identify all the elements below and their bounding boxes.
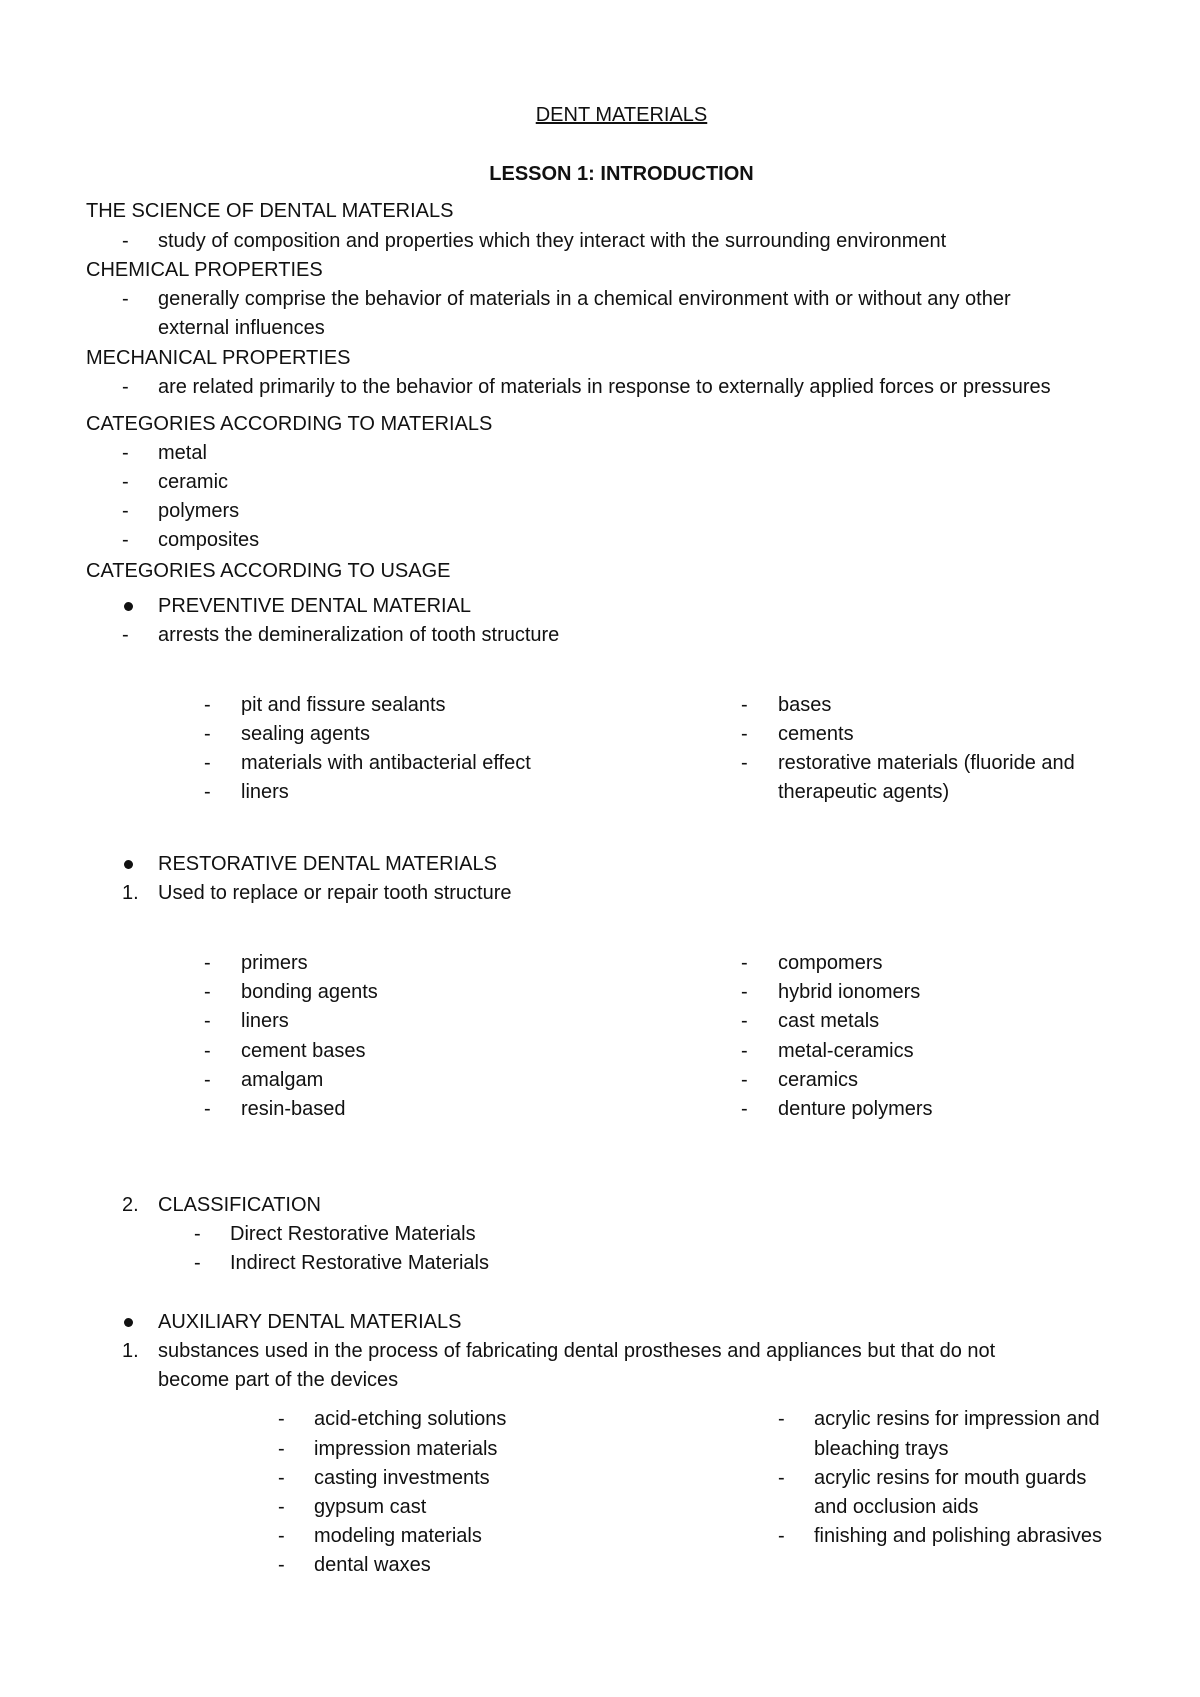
materials-item: polymers bbox=[158, 500, 240, 522]
dash-marker: - bbox=[278, 1525, 285, 1547]
chemical-item-line1: generally comprise the behavior of materials in a chemical environment with or without any other bbox=[158, 288, 1011, 310]
restorative-right-item: metal-ceramics bbox=[778, 1040, 914, 1062]
dash-marker: - bbox=[778, 1408, 785, 1430]
auxiliary-left-item: dental waxes bbox=[314, 1554, 431, 1576]
materials-item: composites bbox=[158, 529, 260, 551]
preventive-right-item: cements bbox=[778, 723, 854, 745]
dash-marker: - bbox=[741, 1010, 748, 1032]
document-title: DENT MATERIALS bbox=[535, 104, 708, 126]
dash-marker: - bbox=[204, 781, 211, 803]
dash-marker: - bbox=[278, 1467, 285, 1489]
restorative-desc: Used to replace or repair tooth structure bbox=[158, 882, 512, 904]
auxiliary-left-item: acid-etching solutions bbox=[314, 1408, 507, 1430]
dash-marker: - bbox=[122, 288, 129, 310]
dash-marker: - bbox=[278, 1496, 285, 1518]
dash-marker: - bbox=[122, 230, 129, 252]
dash-marker: - bbox=[122, 471, 129, 493]
list-number: 2. bbox=[122, 1194, 139, 1216]
bullet-dot bbox=[124, 1318, 133, 1327]
science-item: study of composition and properties which they interact with the surrounding environment bbox=[158, 230, 947, 252]
preventive-left-item: materials with antibacterial effect bbox=[241, 752, 531, 774]
restorative-left-item: amalgam bbox=[241, 1069, 324, 1091]
restorative-left-item: liners bbox=[241, 1010, 289, 1032]
preventive-left-item: liners bbox=[241, 781, 289, 803]
dash-marker: - bbox=[741, 1069, 748, 1091]
chemical-heading: CHEMICAL PROPERTIES bbox=[86, 259, 323, 281]
dash-marker: - bbox=[278, 1438, 285, 1460]
restorative-right-item: hybrid ionomers bbox=[778, 981, 921, 1003]
classification-heading: CLASSIFICATION bbox=[158, 1194, 321, 1216]
auxiliary-desc-line2: become part of the devices bbox=[158, 1369, 399, 1391]
dash-marker: - bbox=[278, 1554, 285, 1576]
dash-marker: - bbox=[278, 1408, 285, 1430]
auxiliary-left-item: impression materials bbox=[314, 1438, 498, 1460]
dash-marker: - bbox=[194, 1223, 201, 1245]
restorative-right-item: denture polymers bbox=[778, 1098, 933, 1120]
preventive-right-item: therapeutic agents) bbox=[778, 781, 950, 803]
dash-marker: - bbox=[204, 1069, 211, 1091]
restorative-right-item: cast metals bbox=[778, 1010, 880, 1032]
auxiliary-right-item: bleaching trays bbox=[814, 1438, 949, 1460]
restorative-left-item: cement bases bbox=[241, 1040, 366, 1062]
list-number: 1. bbox=[122, 882, 139, 904]
dash-marker: - bbox=[122, 500, 129, 522]
bullet-dot bbox=[124, 860, 133, 869]
preventive-desc: arrests the demineralization of tooth structure bbox=[158, 624, 560, 646]
restorative-left-item: bonding agents bbox=[241, 981, 378, 1003]
dash-marker: - bbox=[778, 1525, 785, 1547]
auxiliary-heading: AUXILIARY DENTAL MATERIALS bbox=[158, 1311, 462, 1333]
dash-marker: - bbox=[204, 952, 211, 974]
dash-marker: - bbox=[122, 624, 129, 646]
classification-item: Indirect Restorative Materials bbox=[230, 1252, 489, 1274]
dash-marker: - bbox=[741, 981, 748, 1003]
restorative-right-item: ceramics bbox=[778, 1069, 859, 1091]
preventive-right-item: bases bbox=[778, 694, 832, 716]
dash-marker: - bbox=[741, 694, 748, 716]
dash-marker: - bbox=[741, 952, 748, 974]
bullet-dot bbox=[124, 602, 133, 611]
dash-marker: - bbox=[204, 752, 211, 774]
restorative-left-item: primers bbox=[241, 952, 308, 974]
classification-item: Direct Restorative Materials bbox=[230, 1223, 476, 1245]
dash-marker: - bbox=[204, 723, 211, 745]
dash-marker: - bbox=[194, 1252, 201, 1274]
dash-marker: - bbox=[122, 376, 129, 398]
usage-heading: CATEGORIES ACCORDING TO USAGE bbox=[86, 560, 451, 582]
mechanical-heading: MECHANICAL PROPERTIES bbox=[86, 347, 351, 369]
preventive-heading: PREVENTIVE DENTAL MATERIAL bbox=[158, 595, 472, 617]
auxiliary-right-item: and occlusion aids bbox=[814, 1496, 979, 1518]
dash-marker: - bbox=[204, 1010, 211, 1032]
preventive-left-item: pit and fissure sealants bbox=[241, 694, 446, 716]
materials-item: ceramic bbox=[158, 471, 229, 493]
restorative-left-item: resin-based bbox=[241, 1098, 346, 1120]
list-number: 1. bbox=[122, 1340, 139, 1362]
dash-marker: - bbox=[204, 1098, 211, 1120]
dash-marker: - bbox=[741, 752, 748, 774]
auxiliary-desc-line1: substances used in the process of fabricating dental prostheses and appliances but that do not bbox=[158, 1340, 996, 1362]
materials-item: metal bbox=[158, 442, 207, 464]
chemical-item-line2: external influences bbox=[158, 317, 325, 339]
preventive-right-item: restorative materials (fluoride and bbox=[778, 752, 1075, 774]
dash-marker: - bbox=[204, 1040, 211, 1062]
auxiliary-left-item: gypsum cast bbox=[314, 1496, 427, 1518]
dash-marker: - bbox=[204, 694, 211, 716]
dash-marker: - bbox=[204, 981, 211, 1003]
dash-marker: - bbox=[122, 442, 129, 464]
auxiliary-left-item: modeling materials bbox=[314, 1525, 482, 1547]
dash-marker: - bbox=[741, 723, 748, 745]
dash-marker: - bbox=[741, 1040, 748, 1062]
restorative-right-item: compomers bbox=[778, 952, 883, 974]
dash-marker: - bbox=[778, 1467, 785, 1489]
auxiliary-right-item: acrylic resins for mouth guards bbox=[814, 1467, 1087, 1489]
dash-marker: - bbox=[741, 1098, 748, 1120]
dash-marker: - bbox=[122, 529, 129, 551]
mechanical-item: are related primarily to the behavior of materials in response to externally applied forces or pressures bbox=[158, 376, 1051, 398]
materials-heading: CATEGORIES ACCORDING TO MATERIALS bbox=[86, 413, 493, 435]
restorative-heading: RESTORATIVE DENTAL MATERIALS bbox=[158, 853, 497, 875]
preventive-left-item: sealing agents bbox=[241, 723, 370, 745]
lesson-heading: LESSON 1: INTRODUCTION bbox=[489, 163, 754, 185]
auxiliary-right-item: finishing and polishing abrasives bbox=[814, 1525, 1102, 1547]
auxiliary-right-item: acrylic resins for impression and bbox=[814, 1408, 1100, 1430]
science-heading: THE SCIENCE OF DENTAL MATERIALS bbox=[86, 200, 454, 222]
auxiliary-left-item: casting investments bbox=[314, 1467, 490, 1489]
